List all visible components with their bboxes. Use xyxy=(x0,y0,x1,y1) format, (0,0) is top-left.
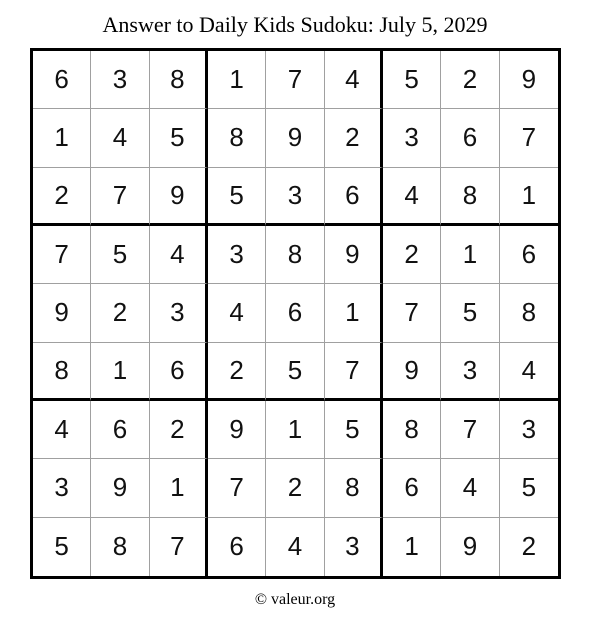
sudoku-cell-r8c5[interactable]: 2 xyxy=(266,459,324,517)
sudoku-cell-r7c8[interactable]: 7 xyxy=(441,401,499,459)
sudoku-cell-r6c4[interactable]: 2 xyxy=(208,343,266,401)
sudoku-cell-r9c6[interactable]: 3 xyxy=(325,518,383,576)
sudoku-cell-r4c8[interactable]: 1 xyxy=(441,226,499,284)
sudoku-cell-r9c5[interactable]: 4 xyxy=(266,518,324,576)
sudoku-cell-r8c2[interactable]: 9 xyxy=(91,459,149,517)
sudoku-cell-r4c3[interactable]: 4 xyxy=(150,226,208,284)
sudoku-cell-r8c4[interactable]: 7 xyxy=(208,459,266,517)
sudoku-cell-r1c5[interactable]: 7 xyxy=(266,51,324,109)
sudoku-cell-r6c6[interactable]: 7 xyxy=(325,343,383,401)
sudoku-cell-r4c6[interactable]: 9 xyxy=(325,226,383,284)
sudoku-cell-r4c2[interactable]: 5 xyxy=(91,226,149,284)
sudoku-cell-r7c2[interactable]: 6 xyxy=(91,401,149,459)
sudoku-cell-r8c9[interactable]: 5 xyxy=(500,459,558,517)
sudoku-cell-r7c9[interactable]: 3 xyxy=(500,401,558,459)
sudoku-cell-r1c2[interactable]: 3 xyxy=(91,51,149,109)
sudoku-cell-r9c8[interactable]: 9 xyxy=(441,518,499,576)
sudoku-cell-r2c8[interactable]: 6 xyxy=(441,109,499,167)
sudoku-cell-r8c8[interactable]: 4 xyxy=(441,459,499,517)
copyright-footer: © valeur.org xyxy=(254,591,336,608)
sudoku-cell-r2c7[interactable]: 3 xyxy=(383,109,441,167)
sudoku-cell-r4c5[interactable]: 8 xyxy=(266,226,324,284)
sudoku-cell-r1c9[interactable]: 9 xyxy=(500,51,558,109)
sudoku-cell-r4c7[interactable]: 2 xyxy=(383,226,441,284)
sudoku-cell-r9c9[interactable]: 2 xyxy=(521,531,537,562)
sudoku-cell-r3c8[interactable]: 8 xyxy=(441,168,499,226)
sudoku-cell-r6c9[interactable]: 4 xyxy=(500,343,558,401)
sudoku-cell-r5c8[interactable]: 5 xyxy=(441,284,499,342)
sudoku-board xyxy=(30,48,561,579)
sudoku-cell-r3c5[interactable]: 3 xyxy=(266,168,324,226)
sudoku-cell-r4c4[interactable]: 3 xyxy=(208,226,266,284)
sudoku-cell-r5c4[interactable]: 4 xyxy=(208,284,266,342)
sudoku-cell-r9c3[interactable]: 7 xyxy=(150,518,208,576)
sudoku-cell-r7c4[interactable]: 9 xyxy=(208,401,266,459)
sudoku-cell-r3c6[interactable]: 6 xyxy=(325,168,383,226)
sudoku-cell-r7c5[interactable]: 1 xyxy=(266,401,324,459)
sudoku-cell-r3c4[interactable]: 5 xyxy=(208,168,266,226)
sudoku-cell-r1c4[interactable]: 1 xyxy=(208,51,266,109)
sudoku-cell-r2c4[interactable]: 8 xyxy=(208,109,266,167)
sudoku-cell-r7c6[interactable]: 5 xyxy=(325,401,383,459)
sudoku-cell-r4c9[interactable]: 6 xyxy=(500,226,558,284)
sudoku-cell-r2c2[interactable]: 4 xyxy=(91,109,149,167)
sudoku-cell-r9c2[interactable]: 8 xyxy=(91,518,149,576)
sudoku-cell-r2c5[interactable]: 9 xyxy=(266,109,324,167)
sudoku-cell-r2c6[interactable]: 2 xyxy=(325,109,383,167)
sudoku-cell-r1c3[interactable]: 8 xyxy=(150,51,208,109)
sudoku-cell-r2c9[interactable]: 7 xyxy=(500,109,558,167)
sudoku-cell-r6c7[interactable]: 9 xyxy=(383,343,441,401)
sudoku-cell-r6c1[interactable]: 8 xyxy=(33,343,91,401)
sudoku-cell-r5c5[interactable]: 6 xyxy=(266,284,324,342)
sudoku-cell-r7c7[interactable]: 8 xyxy=(383,401,441,459)
sudoku-cell-r6c5[interactable]: 5 xyxy=(266,343,324,401)
sudoku-cell-r8c3[interactable]: 1 xyxy=(150,459,208,517)
sudoku-cell-r6c3[interactable]: 6 xyxy=(150,343,208,401)
sudoku-cell-r1c6[interactable]: 4 xyxy=(325,51,383,109)
sudoku-cell-r3c1[interactable]: 2 xyxy=(33,168,91,226)
sudoku-cell-r9c1[interactable]: 5 xyxy=(33,518,91,576)
sudoku-cell-r6c2[interactable]: 1 xyxy=(91,343,149,401)
sudoku-cell-r6c8[interactable]: 3 xyxy=(441,343,499,401)
sudoku-cell-r3c7[interactable]: 4 xyxy=(383,168,441,226)
sudoku-cell-r5c2[interactable]: 2 xyxy=(91,284,149,342)
sudoku-cell-r5c9[interactable]: 8 xyxy=(500,284,558,342)
sudoku-cell-r8c7[interactable]: 6 xyxy=(383,459,441,517)
sudoku-cell-r8c1[interactable]: 3 xyxy=(33,459,91,517)
puzzle-title: Answer to Daily Kids Sudoku: July 5, 2029 xyxy=(102,12,488,37)
sudoku-cell-r9c4[interactable]: 6 xyxy=(208,518,266,576)
sudoku-cell-r5c3[interactable]: 3 xyxy=(150,284,208,342)
sudoku-cell-r5c7[interactable]: 7 xyxy=(383,284,441,342)
sudoku-cell-r7c3[interactable]: 2 xyxy=(150,401,208,459)
sudoku-cell-r3c3[interactable]: 9 xyxy=(150,168,208,226)
sudoku-cell-r3c9[interactable]: 1 xyxy=(500,168,558,226)
sudoku-cell-r1c8[interactable]: 2 xyxy=(441,51,499,109)
sudoku-cell-r5c1[interactable]: 9 xyxy=(33,284,91,342)
sudoku-cell-r2c3[interactable]: 5 xyxy=(150,109,208,167)
sudoku-cell-r9c7[interactable]: 1 xyxy=(383,518,441,576)
sudoku-cell-r2c1[interactable]: 1 xyxy=(33,109,91,167)
sudoku-cell-r8c6[interactable]: 8 xyxy=(325,459,383,517)
sudoku-cell-r5c6[interactable]: 1 xyxy=(325,284,383,342)
sudoku-cell-r4c1[interactable]: 7 xyxy=(33,226,91,284)
sudoku-cell-r7c1[interactable]: 4 xyxy=(33,401,91,459)
sudoku-cell-r1c7[interactable]: 5 xyxy=(383,51,441,109)
sudoku-cell-r3c2[interactable]: 7 xyxy=(91,168,149,226)
sudoku-cell-r1c1[interactable]: 6 xyxy=(33,51,91,109)
